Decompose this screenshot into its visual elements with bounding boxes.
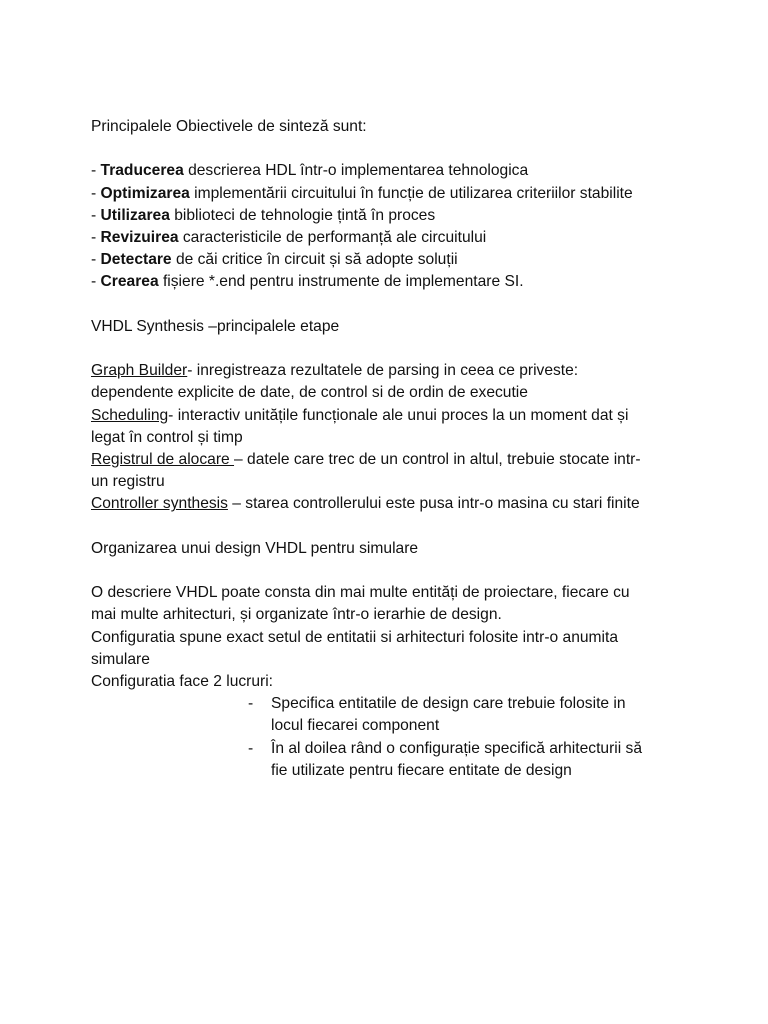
stage-continuation: legat în control și timp (91, 428, 243, 446)
stage-item: Graph Builder- inregistreaza rezultatele de parsing in ceea ce priveste: (91, 362, 579, 380)
objective-term: Traducerea (100, 162, 184, 180)
stage-term: Registrul de alocare (91, 451, 235, 468)
section-title: Principalele Obiectivele de sinteză sunt: (91, 118, 367, 135)
objective-item: - Detectare de căi critice în circuit și să adopte soluții (91, 251, 458, 269)
document-body (91, 116, 691, 782)
objective-term: Optimizarea (100, 184, 190, 202)
synthesis-heading: VHDL Synthesis –principalele etape (91, 317, 340, 335)
bullet-text: fie utilizate pentru fiecare entitate de design (271, 761, 572, 779)
paragraph-line: simulare (91, 650, 150, 668)
objective-term: Utilizarea (100, 206, 170, 224)
bullet-dash: - (248, 739, 254, 757)
organization-heading: Organizarea unui design VHDL pentru simulare (91, 539, 419, 557)
bullet-text: locul fiecarei component (271, 717, 440, 735)
objective-term: Revizuirea (100, 229, 179, 246)
paragraph-line: Configuratia face 2 lucruri: (91, 673, 274, 690)
paragraph-line: mai multe arhitecturi, și organizate într-o ierarhie de design. (91, 606, 502, 624)
stage-term: Scheduling (91, 406, 169, 424)
stage-item: Controller synthesis – starea controllerului este pusa intr-o masina cu stari finite (91, 495, 640, 513)
stage-item: Registrul de alocare – datele care trec de un control in altul, trebuie stocate intr- (91, 451, 641, 468)
objective-term: Crearea (100, 273, 159, 291)
bullet-item (91, 693, 691, 737)
objective-item: - Optimizarea implementării circuitului în funcție de utilizarea criteriilor stabilite (91, 184, 633, 202)
objective-item: - Utilizarea biblioteci de tehnologie țintă în proces (91, 206, 436, 224)
stage-item: Scheduling- interactiv unitățile funcționale ale unui proces la un moment dat și (91, 406, 629, 424)
objective-item: - Revizuirea caracteristicile de performanță ale circuitului (91, 229, 487, 246)
objective-item: - Traducerea descrierea HDL într-o implementarea tehnologica (91, 162, 529, 180)
paragraph-line: Configuratia spune exact setul de entitatii si arhitecturi folosite intr-o anumita (91, 628, 618, 646)
stage-term: Graph Builder (91, 362, 188, 380)
bullet-dash: - (248, 695, 254, 713)
objective-item: - Crearea fișiere *.end pentru instrumente de implementare SI. (91, 273, 524, 291)
stage-continuation: un registru (91, 473, 165, 491)
bullet-item (91, 738, 691, 782)
paragraph-line: O descriere VHDL poate consta din mai multe entități de proiectare, fiecare cu (91, 584, 630, 602)
bullet-text: În al doilea rând o configurație specifică arhitecturii să (271, 739, 642, 757)
bullet-text: Specifica entitatile de design care trebuie folosite in (271, 695, 626, 713)
objective-term: Detectare (100, 251, 172, 269)
stage-term: Controller synthesis (91, 495, 228, 513)
stage-continuation: dependente explicite de date, de control si de ordin de executie (91, 384, 528, 402)
